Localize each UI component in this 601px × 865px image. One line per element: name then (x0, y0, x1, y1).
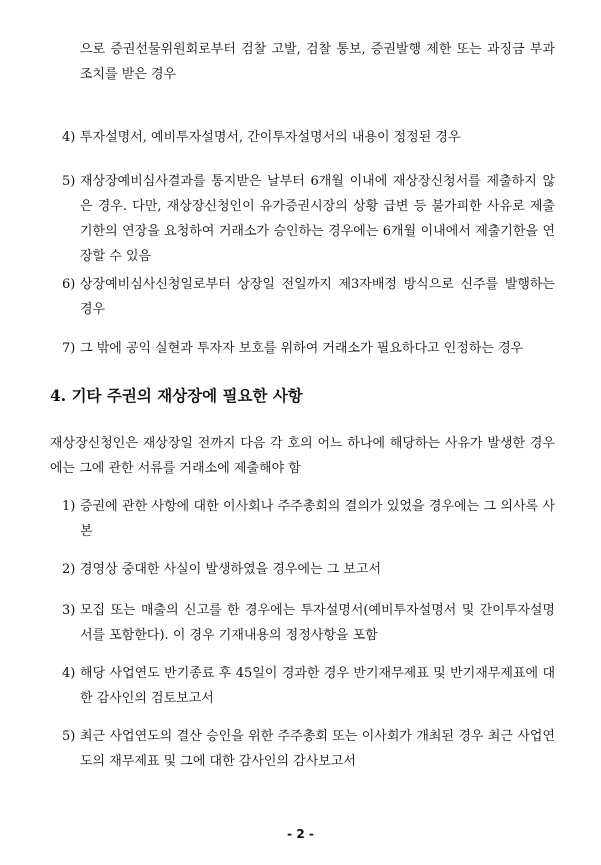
list-item (62, 125, 555, 150)
list-item-number: 5) (62, 729, 76, 744)
list-item-number: 6) (62, 277, 76, 292)
list-item-number: 4) (62, 666, 76, 681)
list-item-number: 4) (62, 130, 76, 145)
section-intro: 재상장신청인은 재상장일 전까지 다음 각 호의 어느 하나에 해당하는 사유가 발생한 경우에는 그에 관한 서류를 거래소에 제출해야 함 (50, 436, 555, 476)
list-item-text: 그 밖에 공익 실현과 투자자 보호를 위하여 거래소가 필요하다고 인정하는 경우 (80, 341, 524, 356)
list-item-text: 투자설명서, 예비투자설명서, 간이투자설명서의 내용이 정정된 경우 (80, 130, 461, 145)
list-item (62, 557, 555, 582)
list-item (62, 661, 555, 711)
list-item-number: 3) (62, 603, 76, 618)
list-item-number: 5) (62, 174, 76, 189)
list-item-text: 해당 사업연도 반기종료 후 45일이 경과한 경우 반기재무제표 및 반기재무제표에 대한 감사인의 검토보고서 (80, 666, 555, 706)
list-item (62, 272, 555, 322)
list-item (62, 169, 555, 269)
list-item-number: 2) (62, 562, 76, 577)
list-item (62, 494, 555, 544)
section-heading: 4. 기타 주권의 재상장에 필요한 사항 (50, 386, 303, 405)
list-item-text: 상장예비심사신청일로부터 상장일 전일까지 제3자배정 방식으로 신주를 발행하는 경우 (80, 277, 555, 317)
list-item-text: 재상장예비심사결과를 통지받은 날부터 6개월 이내에 재상장신청서를 제출하지 않은 경우. 다만, 재상장신청인이 유가증권시장의 상황 급변 등 불가피한 사유로 제출기한의 연장을 요청하여 거래소가 승인하는 경우에는 6개월 이내에서 제출기한을 연장할 수 있음 (80, 174, 555, 264)
continued-paragraph: 으로 증권선물위원회로부터 검찰 고발, 검찰 통보, 증권발행 제한 또는 과징금 부과 조치를 받은 경우 (80, 42, 555, 82)
list-item (62, 724, 555, 774)
list-item-number: 1) (62, 499, 76, 514)
list-item-text: 최근 사업연도의 결산 승인을 위한 주주총회 또는 이사회가 개최된 경우 최근 사업연도의 재무제표 및 그에 대한 감사인의 감사보고서 (80, 729, 555, 769)
list-item (62, 598, 555, 648)
list-item (62, 336, 555, 361)
list-item-text: 경영상 중대한 사실이 발생하였을 경우에는 그 보고서 (80, 562, 382, 577)
list-item-text: 모집 또는 매출의 신고를 한 경우에는 투자설명서(예비투자설명서 및 간이투자설명서를 포함한다). 이 경우 기재내용의 정정사항을 포함 (80, 603, 555, 643)
list-item-text: 증권에 관한 사항에 대한 이사회나 주주총회의 결의가 있었을 경우에는 그 의사록 사본 (80, 499, 555, 539)
list-item-number: 7) (62, 341, 76, 356)
page-number: - 2 - (287, 827, 314, 841)
